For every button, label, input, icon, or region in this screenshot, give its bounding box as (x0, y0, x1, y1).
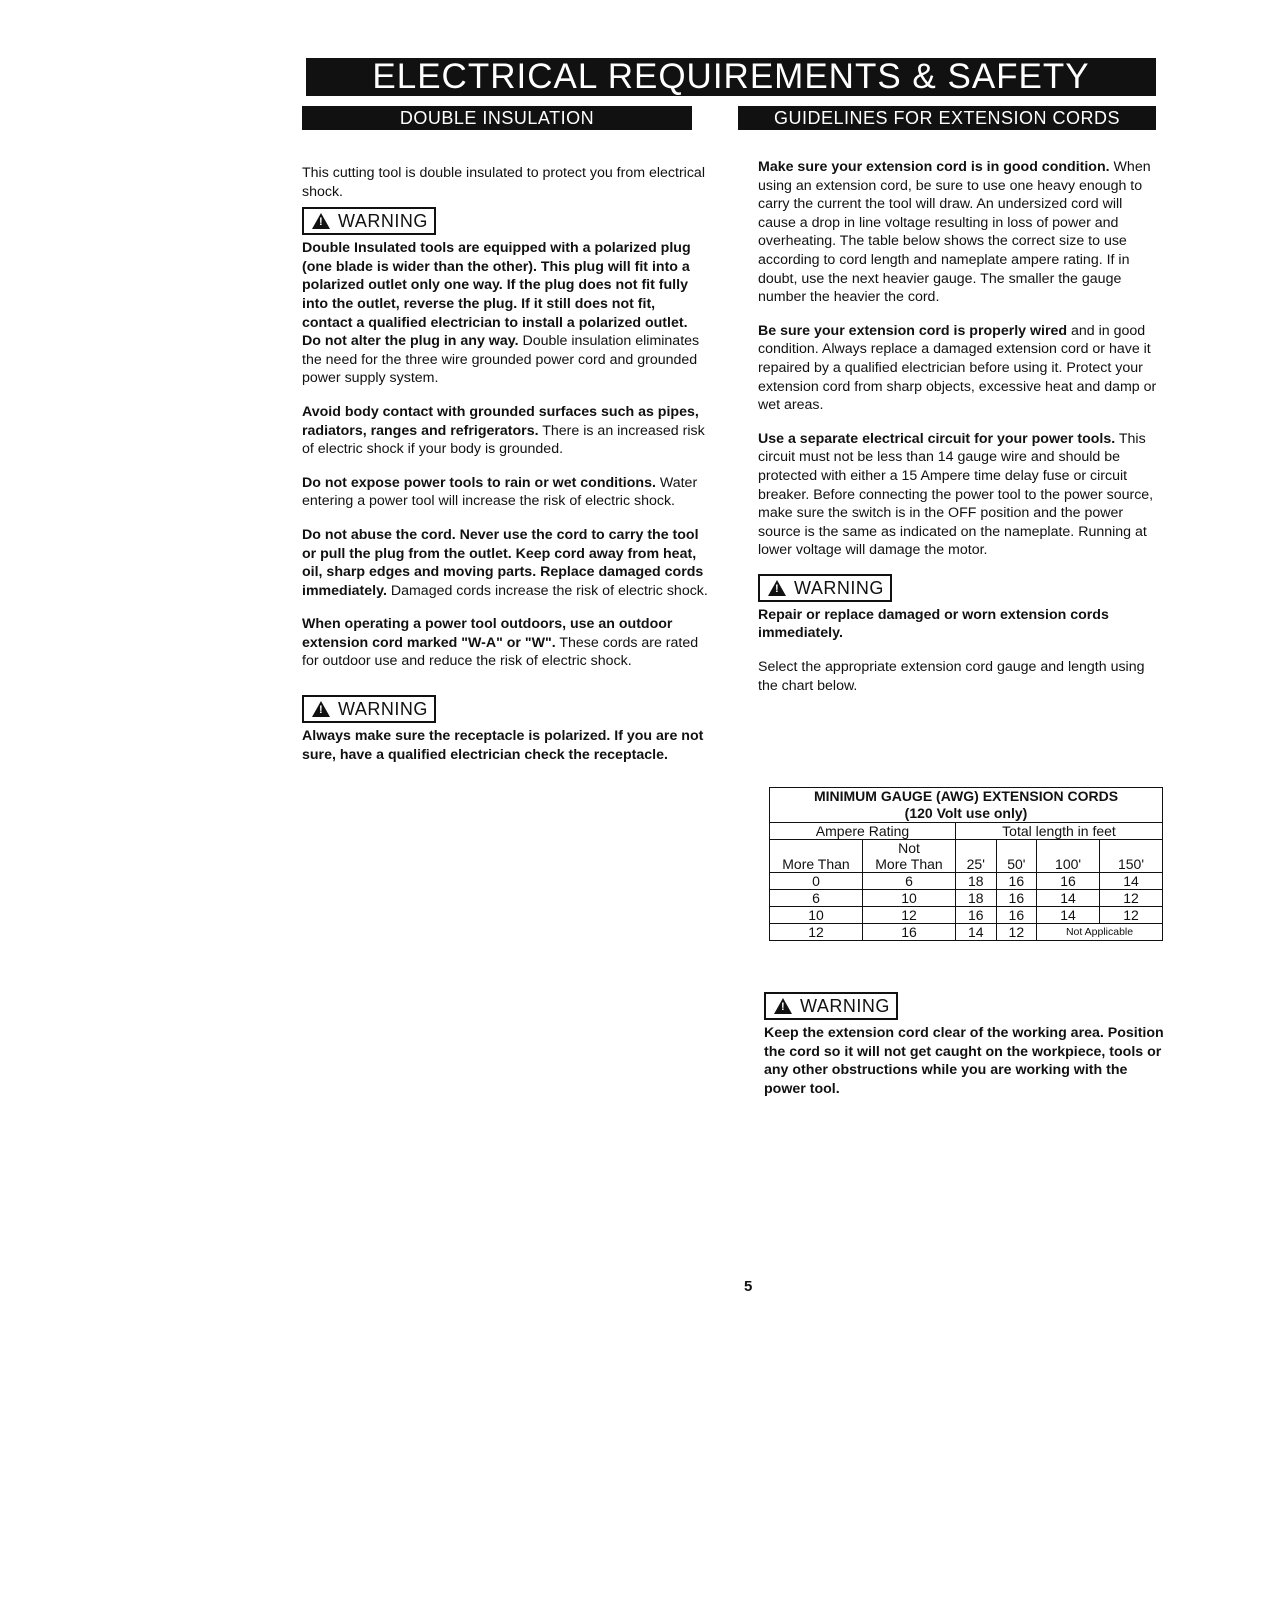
more-than-header: More Than (770, 840, 863, 873)
length-50-header: 50' (996, 840, 1037, 873)
rain-paragraph (302, 474, 708, 511)
table-cell: 16 (956, 907, 997, 924)
receptacle-warning (302, 727, 708, 764)
body-text: Damaged cords increase the risk of electric shock. (386, 582, 708, 599)
warning-box (758, 574, 892, 602)
table-title-line2: (120 Volt use only) (904, 805, 1028, 821)
warning-triangle-icon (312, 701, 330, 717)
table-cell: 14 (1037, 890, 1100, 907)
bold-lead: Use a separate electrical circuit for your power tools. (758, 430, 1116, 447)
body-text: These cords are rated for outdoor use and reduce the risk of electric shock. (302, 634, 699, 670)
not-label: Not (898, 840, 920, 856)
table-cell: 10 (770, 907, 863, 924)
warning-body-text: Double insulation eliminates the need for the three wire grounded power cord and grounded power supply system. (302, 333, 700, 387)
table-row (770, 890, 1163, 907)
table-cell: 18 (956, 890, 997, 907)
table-cell: 16 (996, 873, 1037, 890)
table-cell: 16 (863, 924, 956, 941)
table-cell: 14 (1037, 907, 1100, 924)
not-more-than-header (863, 840, 956, 873)
total-length-header: Total length in feet (956, 823, 1163, 840)
table-column-header-row (770, 840, 1163, 873)
table-cell: 12 (770, 924, 863, 941)
length-150-header: 150' (1100, 840, 1163, 873)
ampere-rating-header: Ampere Rating (770, 823, 956, 840)
keep-cord-clear-warning (764, 1024, 1168, 1098)
warning-triangle-icon (312, 213, 330, 229)
warning-triangle-icon (768, 580, 786, 596)
warning-paragraph (302, 239, 708, 388)
warning-label: WARNING (338, 211, 428, 232)
double-insulation-heading: DOUBLE INSULATION (302, 106, 692, 130)
table-cell: 18 (956, 873, 997, 890)
table-cell: 12 (1100, 890, 1163, 907)
warning-bold-text: Double Insulated tools are equipped with a polarized plug (one blade is wider than the other). This plug will fit into a polarized outlet only one way. If the plug does not fit fully into the outlet, reverse the plug. If it still does not fit, contact a qualified electrician to install a polarized outlet. Do not alter the plug in any way. (302, 240, 691, 350)
left-column (302, 164, 708, 779)
intro-text: This cutting tool is double insulated to protect you from electrical shock. (302, 165, 705, 200)
bold-lead: Be sure your extension cord is properly wired (758, 322, 1068, 339)
table-cell: 10 (863, 890, 956, 907)
body-contact-paragraph (302, 403, 708, 459)
warning-bold-text: Always make sure the receptacle is polarized. If you are not sure, have a qualified electrician check the receptacle. (302, 728, 704, 763)
table-cell: 6 (770, 890, 863, 907)
body-text: When using an extension cord, be sure to use one heavy enough to carry the current the tool will draw. An undersized cord will cause a drop in line voltage resulting in loss of power and overheating. The table below shows the correct size to use according to cord length and nameplate ampere rating. If in doubt, use the next heavier gauge. The smaller the gauge number the heavier the cord. (758, 159, 1151, 306)
good-condition-paragraph (758, 158, 1160, 307)
warning-label: WARNING (794, 577, 884, 598)
extension-cord-gauge-table (769, 787, 1163, 941)
cord-abuse-paragraph (302, 526, 708, 600)
bold-lead: Do not abuse the cord. Never use the cord to carry the tool or pull the plug from the outlet. Keep cord away from heat, oil, sharp edges and moving parts. Replace damaged cords immediately. (302, 526, 704, 599)
right-column (758, 158, 1160, 710)
table-title-line1: MINIMUM GAUGE (AWG) EXTENSION CORDS (813, 788, 1119, 804)
table-row (770, 907, 1163, 924)
length-100-header: 100' (1037, 840, 1100, 873)
properly-wired-paragraph (758, 322, 1160, 415)
table-cell: 14 (1100, 873, 1163, 890)
table-cell: 12 (863, 907, 956, 924)
body-text: There is an increased risk of electric shock if your body is grounded. (302, 422, 705, 458)
warning-label: WARNING (338, 699, 428, 720)
table-cell: 16 (996, 907, 1037, 924)
separate-circuit-paragraph (758, 430, 1160, 560)
outdoor-paragraph (302, 615, 708, 671)
table-row (770, 924, 1163, 941)
extension-cords-heading: GUIDELINES FOR EXTENSION CORDS (738, 106, 1156, 130)
table-row (770, 873, 1163, 890)
table-cell: 16 (1037, 873, 1100, 890)
bold-lead: When operating a power tool outdoors, use an outdoor extension cord marked "W-A" or "W". (302, 616, 673, 651)
page-banner-title: ELECTRICAL REQUIREMENTS & SAFETY (306, 58, 1156, 96)
table-cell: 6 (863, 873, 956, 890)
body-text: and in good condition. Always replace a damaged extension cord or have it repaired by a qualified electrician before using it. Protect your extension cord from sharp objects, excessive heat and damp or wet areas. (758, 322, 1157, 414)
repair-warning (758, 606, 1160, 643)
body-text: This circuit must not be less than 14 gauge wire and should be protected with either a 15 Ampere time delay fuse or circuit breaker. Before connecting the power tool to the power source, make sure the switch is in the OFF position and the power source is the same as indicated on the nameplate. Running at lower voltage will damage the motor. (758, 430, 1154, 559)
warning-box (302, 207, 436, 235)
table-cell: 14 (956, 924, 997, 941)
bold-lead: Do not expose power tools to rain or wet conditions. (302, 474, 656, 491)
more-than-label: More Than (875, 856, 943, 872)
length-25-header: 25' (956, 840, 997, 873)
warning-box (764, 992, 898, 1020)
page-number: 5 (744, 1278, 753, 1295)
bold-lead: Avoid body contact with grounded surfaces such as pipes, radiators, ranges and refrigerators. (302, 403, 699, 439)
table-title (770, 788, 1163, 823)
body-text: Water entering a power tool will increase the risk of electric shock. (302, 474, 698, 510)
table-cell: 16 (996, 890, 1037, 907)
table-title-row (770, 788, 1163, 823)
table-group-header-row (770, 823, 1163, 840)
bold-lead: Make sure your extension cord is in good condition. (758, 159, 1110, 175)
right-bottom-warning (764, 990, 1168, 1113)
table-cell: 12 (1100, 907, 1163, 924)
not-applicable-cell: Not Applicable (1037, 924, 1163, 941)
warning-triangle-icon (774, 998, 792, 1014)
warning-bold-text: Keep the extension cord clear of the working area. Position the cord so it will not get caught on the workpiece, tools or any other obstructions while you are working with the power tool. (764, 1025, 1164, 1097)
warning-box (302, 695, 436, 723)
select-gauge-text: Select the appropriate extension cord gauge and length using the chart below. (758, 659, 1145, 694)
warning-bold-text: Repair or replace damaged or worn extension cords immediately. (758, 606, 1109, 642)
table-cell: 0 (770, 873, 863, 890)
table-cell: 12 (996, 924, 1037, 941)
warning-label: WARNING (800, 996, 890, 1016)
